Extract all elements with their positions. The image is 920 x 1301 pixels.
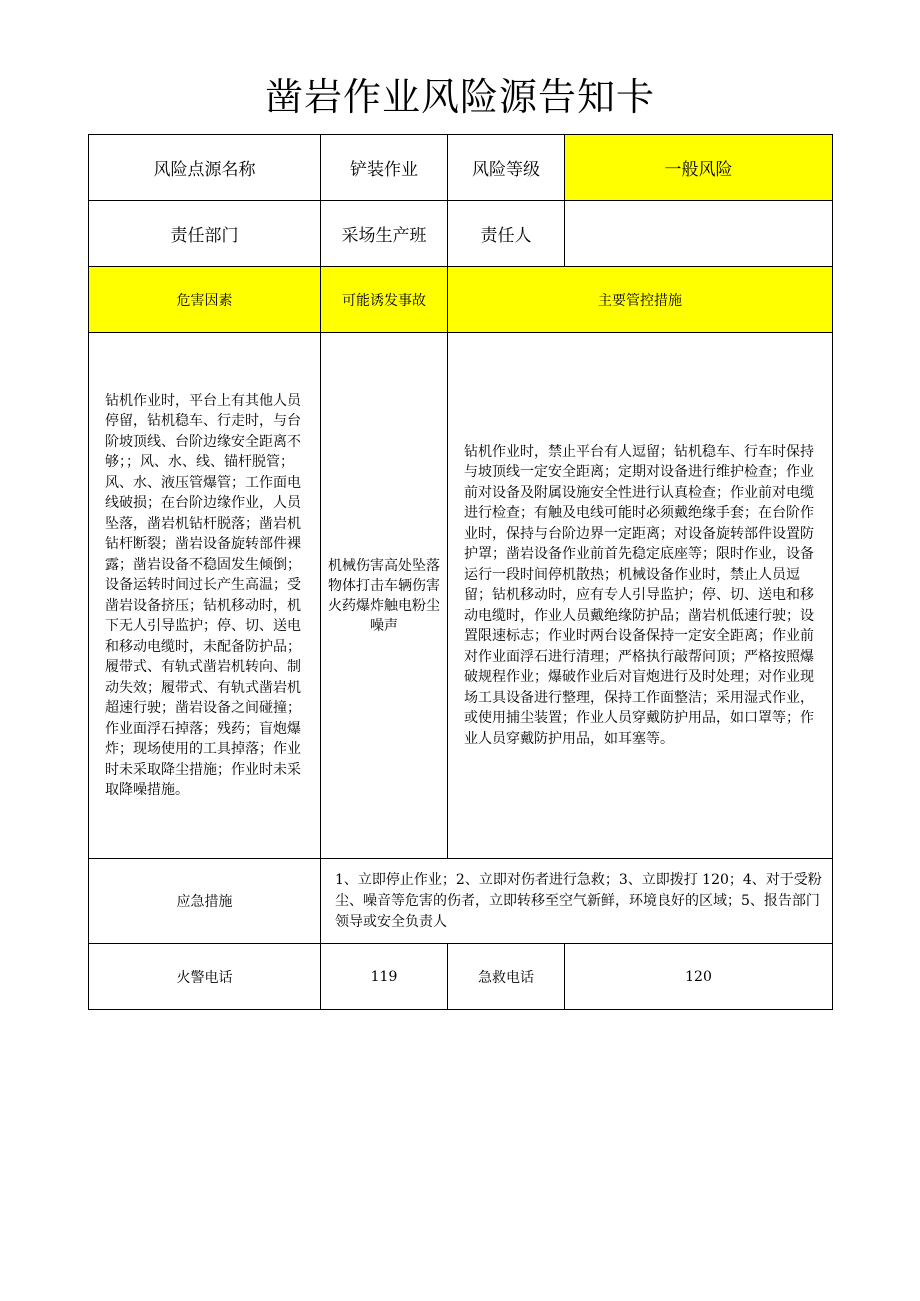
label-responsible-dept: 责任部门 [89, 201, 321, 267]
label-responsible-person: 责任人 [448, 201, 565, 267]
accidents-text: 机械伤害高处坠落物体打击车辆伤害火药爆炸触电粉尘噪声 [328, 557, 440, 634]
risk-level-value: 一般风险 [565, 135, 833, 201]
hazards-cell [89, 333, 321, 859]
table-row-content [89, 333, 833, 859]
label-risk-level: 风险等级 [448, 135, 565, 201]
table-row-risk-source [89, 135, 833, 201]
label-fire-phone: 火警电话 [89, 944, 321, 1010]
emergency-text: 1、立即停止作业；2、立即对伤者进行急救；3、立即拨打 120；4、对于受粉尘、噪音等危害的伤者，立即转移至空气新鲜，环境良好的区域；5、报告部门领导或安全负责人 [335, 871, 822, 930]
label-risk-source-name: 风险点源名称 [89, 135, 321, 201]
table-row-phones [89, 944, 833, 1010]
responsible-dept-value: 采场生产班 [321, 201, 448, 267]
measures-cell [448, 333, 833, 859]
measures-text: 钻机作业时，禁止平台有人逗留；钻机稳车、行车时保持与坡顶线一定安全距离；定期对设备进行维护检查；作业前对设备及附属设施安全性进行认真检查；作业前对电缆进行检查；有触及电线可能时必须戴绝缘手套；在台阶作业时，保持与台阶边界一定距离；对设备旋转部件设置防护罩；凿岩设备作业前首先稳定底座等；限时作业，设备运行一段时间停机散热；机械设备作业时，禁止人员逗留；钻机移动时，应有专人引导监护；停、切、送电和移动电缆时，作业人员戴绝缘防护品；凿岩机低速行驶；设置限速标志；作业时两台设备保持一定安全距离；作业前对作业面浮石进行清理；严格执行敲帮问顶；严格按照爆破规程作业；爆破作业后对盲炮进行及时处理；对作业现场工具设备进行整理，保持工作面整洁；采用湿式作业，或使用捕尘装置；作业人员穿戴防护用品，如口罩等；作业人员穿戴防护用品，如耳塞等。 [464, 443, 814, 747]
label-aid-phone: 急救电话 [448, 944, 565, 1010]
table-row-responsibility [89, 201, 833, 267]
header-accidents: 可能诱发事故 [321, 267, 448, 333]
table-row-headers [89, 267, 833, 333]
header-hazards: 危害因素 [89, 267, 321, 333]
aid-phone-value: 120 [565, 944, 833, 1010]
table-row-emergency [89, 859, 833, 944]
hazards-text: 钻机作业时，平台上有其他人员停留，钻机稳车、行走时，与台阶坡顶线、台阶边缘安全距离不够；；风、水、线、锚杆脱管；风、水、液压管爆管；工作面电线破损；在台阶边缘作业，人员坠落，凿岩机钻杆脱落；凿岩机钻杆断裂；凿岩设备旋转部件裸露；凿岩设备不稳固发生倾倒；设备运转时间过长产生高温；受凿岩设备挤压；钻机移动时，机下无人引导监护；停、切、送电和移动电缆时，未配备防护品；履带式、有轨式凿岩机转向、制动失效；履带式、有轨式凿岩机超速行驶；凿岩设备之间碰撞；作业面浮石掉落；残药；盲炮爆炸；现场使用的工具掉落；作业时未采取降尘措施；作业时未采取降噪措施。 [105, 392, 301, 798]
page-title: 凿岩作业风险源告知卡 [264, 75, 655, 119]
label-emergency: 应急措施 [89, 859, 321, 944]
fire-phone-value: 119 [321, 944, 448, 1010]
emergency-cell [321, 859, 833, 944]
accidents-cell [321, 333, 448, 859]
header-measures: 主要管控措施 [448, 267, 833, 333]
risk-source-name-value: 铲装作业 [321, 135, 448, 201]
risk-notice-table [88, 134, 833, 1010]
responsible-person-value [565, 201, 833, 267]
